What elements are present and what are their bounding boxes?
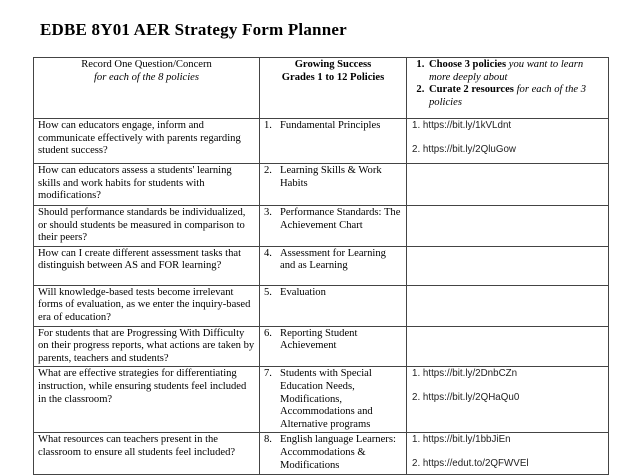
resources-cell[interactable] bbox=[407, 326, 609, 367]
policy-name: Students with Special Education Needs, Modifications, Accommodations and Alternative programs bbox=[280, 368, 373, 430]
question-text: How can educators engage, inform and communicate effectively with parents regarding student success? bbox=[38, 120, 241, 157]
table-row bbox=[34, 206, 609, 247]
page-title: EDBE 8Y01 AER Strategy Form Planner bbox=[40, 20, 347, 39]
header-policies-subtitle: Grades 1 to 12 Policies bbox=[281, 71, 385, 83]
policy-number: 8. bbox=[264, 434, 272, 446]
policy-cell[interactable] bbox=[260, 326, 407, 367]
resource-link-1[interactable]: 1. https://bit.ly/1kVLdnt bbox=[412, 120, 512, 131]
table-header-row bbox=[34, 58, 609, 119]
policy-number: 2. bbox=[264, 165, 272, 176]
question-text: What are effective strategies for differentiating instruction, while ensuring students feel included in the classroom? bbox=[38, 368, 247, 405]
policy-name: Reporting Student Achievement bbox=[280, 327, 358, 352]
header-policies bbox=[260, 58, 407, 119]
table-row bbox=[34, 367, 609, 433]
question-text: Will knowledge-based tests become irrelevant forms of evaluation, as we enter the inquiry-based era of education? bbox=[38, 286, 251, 323]
question-text: For students that are Progressing With Difficulty on their progress reports, what actions are taken by parents, teachers and students? bbox=[38, 327, 255, 364]
resource-link-1[interactable] bbox=[412, 248, 604, 260]
resource-link-1[interactable] bbox=[412, 165, 604, 177]
question-cell[interactable] bbox=[34, 206, 260, 247]
policy-number: 7. bbox=[264, 368, 272, 380]
instruction-1-text: you want to learn more deeply about bbox=[429, 59, 584, 83]
policy-name: Learning Skills & Work Habits bbox=[280, 165, 382, 189]
instruction-2-bold: Curate 2 resources bbox=[429, 84, 514, 96]
policy-number: 5. bbox=[264, 286, 272, 298]
strategy-planner-table bbox=[33, 57, 609, 475]
question-text: What resources can teachers present in the classroom to ensure all students feel included? bbox=[38, 434, 236, 458]
policy-name: Evaluation bbox=[280, 286, 326, 298]
question-cell[interactable] bbox=[34, 285, 260, 326]
resources-cell[interactable] bbox=[407, 246, 609, 285]
resources-cell[interactable] bbox=[407, 433, 609, 475]
instruction-2 bbox=[427, 84, 604, 109]
resources-cell[interactable] bbox=[407, 367, 609, 433]
question-cell[interactable] bbox=[34, 433, 260, 475]
instruction-1 bbox=[427, 59, 604, 84]
resource-link-2[interactable] bbox=[412, 189, 604, 201]
question-cell[interactable] bbox=[34, 164, 260, 206]
policy-number: 3. bbox=[264, 207, 272, 218]
resources-cell[interactable] bbox=[407, 164, 609, 206]
resources-cell[interactable] bbox=[407, 285, 609, 326]
policy-name: Fundamental Principles bbox=[280, 120, 381, 131]
resource-link-2[interactable]: 2. https://bit.ly/2QluGow bbox=[412, 144, 517, 155]
resource-link-2[interactable] bbox=[412, 231, 604, 243]
question-text: How can educators assess a students' learning skills and work habits for students with modifications? bbox=[38, 165, 232, 202]
policy-name: Assessment for Learning and as Learning bbox=[280, 247, 386, 272]
question-cell[interactable] bbox=[34, 367, 260, 433]
table-row bbox=[34, 119, 609, 164]
policy-cell[interactable] bbox=[260, 433, 407, 475]
resource-link-2[interactable] bbox=[412, 272, 604, 284]
resource-link-1[interactable]: 1. https://bit.ly/1bbJiEn bbox=[412, 434, 511, 446]
header-policies-title: Growing Success bbox=[294, 59, 372, 70]
resource-link-2[interactable] bbox=[412, 352, 604, 364]
header-instructions bbox=[407, 58, 609, 119]
policy-cell[interactable] bbox=[260, 367, 407, 433]
header-question-title: Record One Question/Concern bbox=[81, 59, 212, 70]
resource-link-2[interactable]: 2. https://edut.to/2QFWVEl bbox=[412, 458, 529, 470]
question-text: Should performance standards be individualized, or should students be measured in comparison to their peers? bbox=[38, 207, 246, 244]
instruction-2-text: for each of the 3 policies bbox=[429, 84, 587, 108]
resource-link-1[interactable] bbox=[412, 287, 604, 299]
policy-cell[interactable] bbox=[260, 246, 407, 285]
resource-link-2[interactable] bbox=[412, 311, 604, 323]
table-row bbox=[34, 164, 609, 206]
policy-cell[interactable] bbox=[260, 206, 407, 247]
resources-cell[interactable] bbox=[407, 119, 609, 164]
policy-name: Performance Standards: The Achievement Chart bbox=[280, 207, 401, 231]
resource-link-1[interactable]: 1. https://bit.ly/2DnbCZn bbox=[412, 368, 518, 380]
resource-link-1[interactable] bbox=[412, 207, 604, 219]
policy-number: 6. bbox=[264, 327, 272, 339]
resources-cell[interactable] bbox=[407, 206, 609, 247]
policy-number: 4. bbox=[264, 247, 272, 259]
policy-cell[interactable] bbox=[260, 119, 407, 164]
resource-link-2[interactable]: 2. https://bit.ly/2QHaQu0 bbox=[412, 392, 520, 404]
table-row bbox=[34, 326, 609, 367]
resource-link-1[interactable] bbox=[412, 328, 604, 340]
question-cell[interactable] bbox=[34, 119, 260, 164]
header-question-subtitle: for each of the 8 policies bbox=[93, 71, 200, 83]
policy-name: English language Learners: Accommodations & Modifications bbox=[280, 434, 396, 471]
header-question bbox=[34, 58, 260, 119]
policy-cell[interactable] bbox=[260, 164, 407, 206]
table-row bbox=[34, 246, 609, 285]
policy-cell[interactable] bbox=[260, 285, 407, 326]
policy-number: 1. bbox=[264, 120, 272, 131]
question-text: How can I create different assessment tasks that distinguish between AS and FOR learning? bbox=[38, 247, 242, 272]
question-cell[interactable] bbox=[34, 246, 260, 285]
table-row bbox=[34, 285, 609, 326]
question-cell[interactable] bbox=[34, 326, 260, 367]
table-row bbox=[34, 433, 609, 475]
instruction-1-bold: Choose 3 policies bbox=[429, 59, 507, 70]
